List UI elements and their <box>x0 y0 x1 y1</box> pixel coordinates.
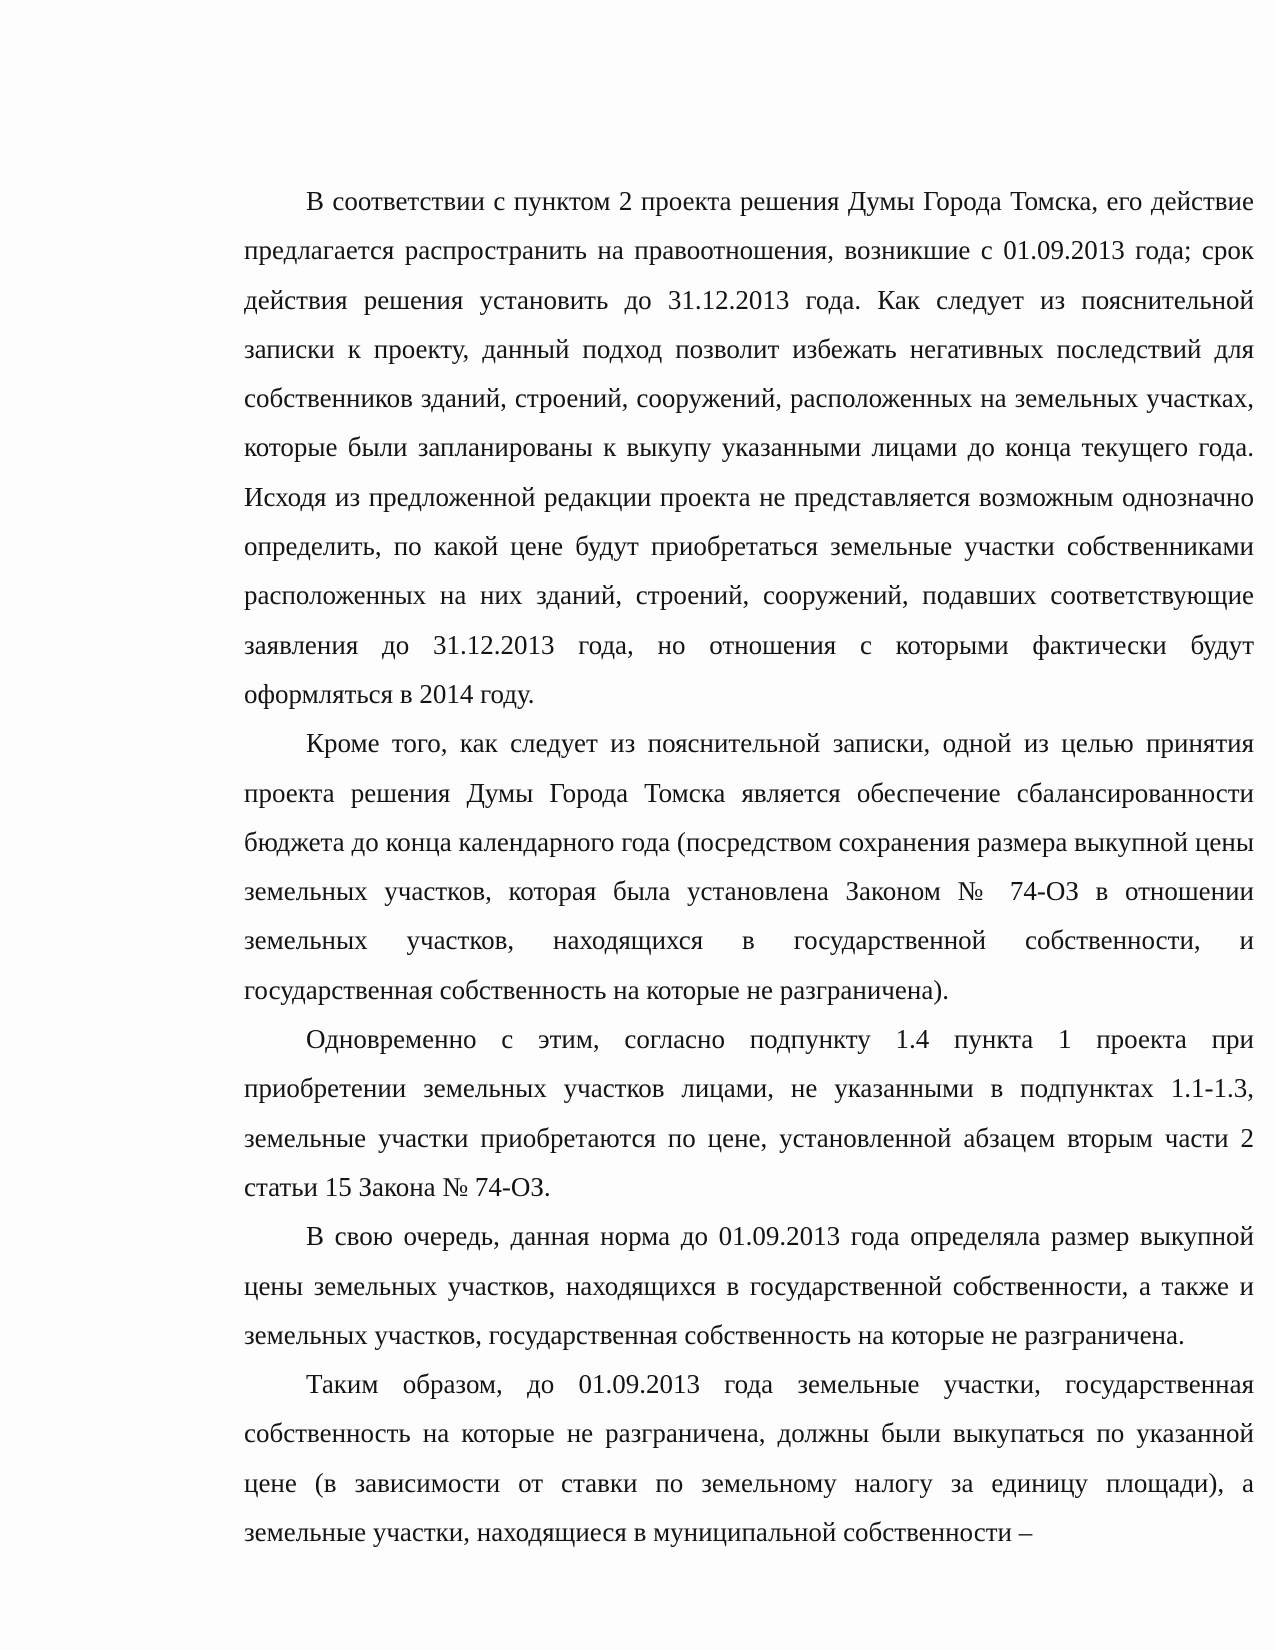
paragraph-3: Одновременно с этим, согласно подпункту 1.4 пункта 1 проекта при приобретении земельных участков лицами, не указанными в подпунктах 1.1-1.3, земельные участки приобретаются по цене, установленной абзацем вторым части 2 статьи 15 Закона № 74-ОЗ. <box>244 1024 1254 1202</box>
paragraph-2: Кроме того, как следует из пояснительной записки, одной из целью принятия проекта решения Думы Города Томска является обеспечение сбалансированности бюджета до конца календарного года (посредством сохранения размера выкупной цены земельных участков, которая была установлена Законом № 74-ОЗ в отношении земельных участков, находящихся в государственной собственности, и государственная собственность на которые не разграничена). <box>244 728 1254 1005</box>
paragraph-4: В свою очередь, данная норма до 01.09.2013 года определяла размер выкупной цены земельных участков, находящихся в государственной собственности, а также и земельных участков, государственная собственность на которые не разграничена. <box>244 1221 1254 1350</box>
document-body <box>244 177 1254 1557</box>
paragraph-1: В соответствии с пунктом 2 проекта решения Думы Города Томска, его действие предлагается распространить на правоотношения, возникшие с 01.09.2013 года; срок действия решения установить до 31.12.2013 года. Как следует из пояснительной записки к проекту, данный подход позволит избежать негативных последствий для собственников зданий, строений, сооружений, расположенных на земельных участках, которые были запланированы к выкупу указанными лицами до конца текущего года. Исходя из предложенной редакции проекта не представляется возможным однозначно определить, по какой цене будут приобретаться земельные участки собственниками расположенных на них зданий, строений, сооружений, подавших соответствующие заявления до 31.12.2013 года, но отношения с которыми фактически будут оформляться в 2014 году. <box>244 186 1254 709</box>
paragraph-5: Таким образом, до 01.09.2013 года земельные участки, государственная собственность на которые не разграничена, должны были выкупаться по указанной цене (в зависимости от ставки по земельному налогу за единицу площади), а земельные участки, находящиеся в муниципальной собственности – <box>244 1369 1254 1548</box>
